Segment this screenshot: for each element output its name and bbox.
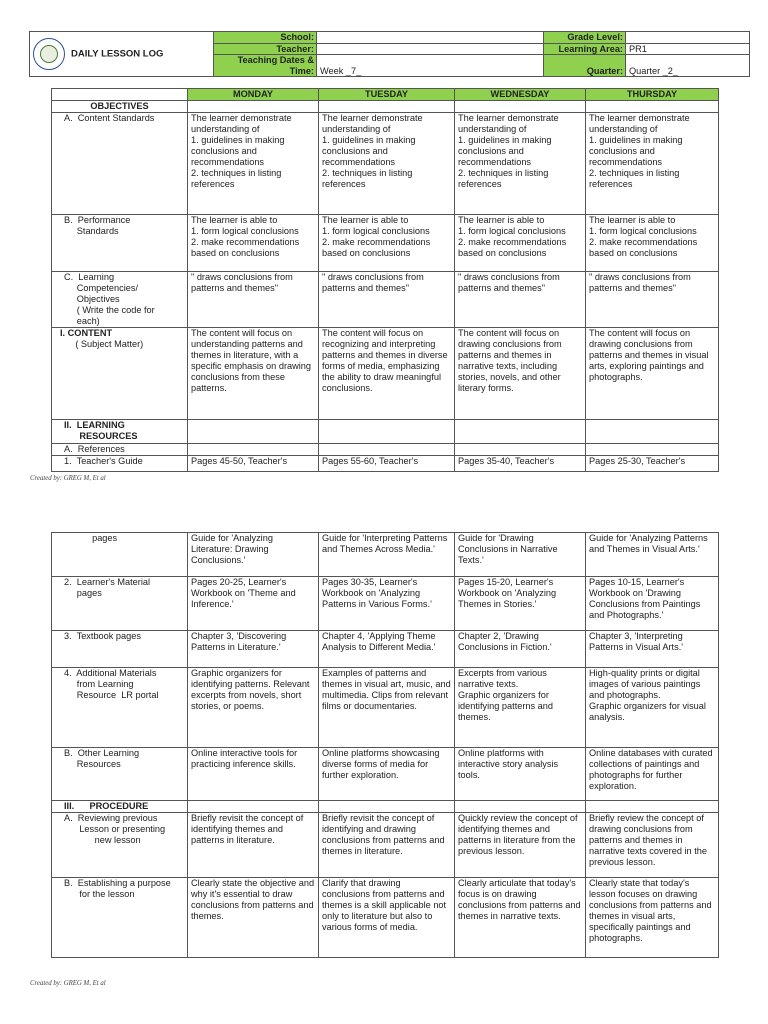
row-cell-thursday: Pages 10-15, Learner's Workbook on 'Drawing Conclusions from Paintings and Photographs.'	[586, 577, 719, 631]
row-label: A. Content Standards	[52, 113, 188, 215]
row-cell-tuesday: Chapter 4, 'Applying Theme Analysis to Different Media.'	[319, 631, 455, 668]
row-label: A. References	[52, 444, 188, 456]
empty-cell	[455, 101, 586, 113]
row-cell-tuesday: Clarify that drawing conclusions from patterns and themes is a skill applicable not only to literature but also to various forms of media.	[319, 878, 455, 958]
table-row	[52, 878, 719, 958]
table-row	[52, 668, 719, 748]
row-cell-tuesday: Examples of patterns and themes in visual art, music, and multimedia. Clips from relevant films or documentaries.	[319, 668, 455, 748]
quarter-label: Quarter:	[544, 55, 626, 77]
quarter-value: Quarter _2_	[626, 55, 750, 77]
row-cell-wednesday	[455, 444, 586, 456]
lesson-table-page1	[51, 88, 719, 472]
row-label: C. Learning Competencies/ Objectives ( Write the code for each)	[52, 272, 188, 328]
grade-level-value	[626, 32, 750, 44]
school-value	[317, 32, 544, 44]
row-cell-tuesday	[319, 801, 455, 813]
table-row	[52, 813, 719, 878]
row-cell-thursday: The learner is able to 1. form logical conclusions 2. make recommendations based on conclusions	[586, 215, 719, 272]
row-cell-tuesday: Pages 30-35, Learner's Workbook on 'Analyzing Patterns in Various Forms.'	[319, 577, 455, 631]
row-cell-monday: Guide for 'Analyzing Literature: Drawing Conclusions.'	[188, 533, 319, 577]
row-cell-thursday: High-quality prints or digital images of various paintings and photographs. Graphic organizers for visual analysis.	[586, 668, 719, 748]
school-label: School:	[214, 32, 317, 44]
row-cell-wednesday: Online platforms with interactive story analysis tools.	[455, 748, 586, 801]
row-cell-monday: Chapter 3, 'Discovering Patterns in Literature.'	[188, 631, 319, 668]
objectives-heading: OBJECTIVES	[52, 101, 188, 113]
row-cell-wednesday: Quickly review the concept of identifying themes and patterns in literature from the previous lesson.	[455, 813, 586, 878]
day-header-monday: MONDAY	[188, 89, 319, 101]
table-row	[52, 215, 719, 272]
lesson-table-page2	[51, 532, 719, 958]
row-cell-monday: Briefly revisit the concept of identifying themes and patterns in literature.	[188, 813, 319, 878]
day-header-wednesday: WEDNESDAY	[455, 89, 586, 101]
table-row	[52, 631, 719, 668]
day-header-thursday: THURSDAY	[586, 89, 719, 101]
day-header-tuesday: TUESDAY	[319, 89, 455, 101]
row-cell-thursday: Clearly state that today's lesson focuses on drawing conclusions from patterns and themes in visual arts, specifically paintings and photographs.	[586, 878, 719, 958]
row-label: 2. Learner's Material pages	[52, 577, 188, 631]
row-cell-wednesday: The learner is able to 1. form logical conclusions 2. make recommendations based on conclusions	[455, 215, 586, 272]
row-cell-thursday: The learner demonstrate understanding of 1. guidelines in making conclusions and recommendations 2. techniques in listing references	[586, 113, 719, 215]
row-cell-wednesday: The learner demonstrate understanding of 1. guidelines in making conclusions and recommendations 2. techniques in listing references	[455, 113, 586, 215]
row-cell-wednesday: Clearly articulate that today's focus is on drawing conclusions from patterns and themes in narrative texts.	[455, 878, 586, 958]
row-cell-thursday	[586, 444, 719, 456]
row-cell-monday	[188, 801, 319, 813]
grade-level-label: Grade Level:	[544, 32, 626, 44]
row-cell-tuesday: Online platforms showcasing diverse forms of media for further exploration.	[319, 748, 455, 801]
row-label: I. CONTENT ( Subject Matter)	[52, 328, 188, 420]
row-cell-thursday: Chapter 3, 'Interpreting Patterns in Visual Arts.'	[586, 631, 719, 668]
row-cell-monday: Online interactive tools for practicing inference skills.	[188, 748, 319, 801]
row-label: II. LEARNING RESOURCES	[52, 420, 188, 444]
row-cell-thursday: The content will focus on drawing conclusions from patterns and themes in visual arts, exploring paintings and photographs.	[586, 328, 719, 420]
row-cell-monday: The learner demonstrate understanding of 1. guidelines in making conclusions and recommendations 2. techniques in listing references	[188, 113, 319, 215]
teaching-dates-label-line1: Teaching Dates &	[237, 55, 314, 65]
row-cell-monday: " draws conclusions from patterns and themes"	[188, 272, 319, 328]
row-cell-thursday: Online databases with curated collections of paintings and photographs for further exploration.	[586, 748, 719, 801]
header-title-cell	[30, 32, 214, 77]
empty-cell	[188, 101, 319, 113]
row-cell-thursday: Briefly review the concept of drawing conclusions from patterns and themes in narrative texts covered in the previous lesson.	[586, 813, 719, 878]
table-row	[52, 801, 719, 813]
row-cell-thursday: Pages 25-30, Teacher's	[586, 456, 719, 472]
row-cell-thursday: " draws conclusions from patterns and themes"	[586, 272, 719, 328]
teacher-value	[317, 43, 544, 55]
row-label: 3. Textbook pages	[52, 631, 188, 668]
row-cell-tuesday: " draws conclusions from patterns and themes"	[319, 272, 455, 328]
teaching-dates-label-line2: Time:	[289, 65, 314, 76]
row-label: B. Performance Standards	[52, 215, 188, 272]
row-cell-monday: Graphic organizers for identifying patterns. Relevant excerpts from novels, short stories, or poems.	[188, 668, 319, 748]
corner-cell	[52, 89, 188, 101]
row-cell-monday: Clearly state the objective and why it's essential to draw conclusions from patterns and themes.	[188, 878, 319, 958]
footer-credit: Created by: GREG M, Et al	[30, 475, 106, 482]
row-cell-wednesday: Pages 35-40, Teacher's	[455, 456, 586, 472]
row-cell-monday	[188, 420, 319, 444]
table-row	[52, 272, 719, 328]
row-cell-monday	[188, 444, 319, 456]
table-row	[52, 420, 719, 444]
row-label: pages	[52, 533, 188, 577]
row-cell-wednesday: " draws conclusions from patterns and themes"	[455, 272, 586, 328]
table-row	[52, 533, 719, 577]
lesson-table-page2-body	[52, 533, 719, 958]
row-cell-tuesday: The learner is able to 1. form logical conclusions 2. make recommendations based on conclusions	[319, 215, 455, 272]
table-row	[52, 444, 719, 456]
header-table	[29, 31, 750, 77]
teaching-dates-label	[214, 55, 317, 77]
row-cell-tuesday	[319, 444, 455, 456]
row-cell-tuesday	[319, 420, 455, 444]
row-label: 4. Additional Materials from Learning Resource LR portal	[52, 668, 188, 748]
row-cell-tuesday: Briefly revisit the concept of identifying and drawing conclusions from patterns and themes in literature.	[319, 813, 455, 878]
row-cell-wednesday	[455, 420, 586, 444]
row-cell-wednesday	[455, 801, 586, 813]
deped-seal-icon	[33, 38, 65, 70]
row-cell-tuesday: The learner demonstrate understanding of 1. guidelines in making conclusions and recommendations 2. techniques in listing references	[319, 113, 455, 215]
row-label: B. Establishing a purpose for the lesson	[52, 878, 188, 958]
row-cell-tuesday: Guide for 'Interpreting Patterns and Themes Across Media.'	[319, 533, 455, 577]
table-row	[52, 328, 719, 420]
learning-area-value: PR1	[626, 43, 750, 55]
row-cell-thursday	[586, 420, 719, 444]
learning-area-label: Learning Area:	[544, 43, 626, 55]
row-cell-tuesday: The content will focus on recognizing and interpreting patterns and themes in diverse forms of media, emphasizing the ability to draw meaningful conclusions.	[319, 328, 455, 420]
footer-credit: Created by: GREG M, Et al	[30, 980, 106, 987]
empty-cell	[586, 101, 719, 113]
row-label: 1. Teacher's Guide	[52, 456, 188, 472]
table-row	[52, 748, 719, 801]
row-cell-wednesday: Pages 15-20, Learner's Workbook on 'Analyzing Themes in Stories.'	[455, 577, 586, 631]
row-cell-wednesday: Guide for 'Drawing Conclusions in Narrative Texts.'	[455, 533, 586, 577]
teacher-label: Teacher:	[214, 43, 317, 55]
row-cell-monday: Pages 45-50, Teacher's	[188, 456, 319, 472]
row-cell-thursday	[586, 801, 719, 813]
row-label: B. Other Learning Resources	[52, 748, 188, 801]
row-cell-thursday: Guide for 'Analyzing Patterns and Themes in Visual Arts.'	[586, 533, 719, 577]
row-cell-monday: Pages 20-25, Learner's Workbook on 'Theme and Inference.'	[188, 577, 319, 631]
row-label: A. Reviewing previous Lesson or presenting new lesson	[52, 813, 188, 878]
table-row	[52, 456, 719, 472]
content-heading: I. CONTENT	[60, 328, 113, 338]
row-cell-tuesday: Pages 55-60, Teacher's	[319, 456, 455, 472]
row-cell-wednesday: Chapter 2, 'Drawing Conclusions in Fiction.'	[455, 631, 586, 668]
row-cell-wednesday: Excerpts from various narrative texts. Graphic organizers for identifying patterns and themes.	[455, 668, 586, 748]
row-cell-monday: The content will focus on understanding patterns and themes in literature, with a specific emphasis on drawing conclusions from these patterns.	[188, 328, 319, 420]
table-row	[52, 113, 719, 215]
table-row	[52, 577, 719, 631]
row-cell-wednesday: The content will focus on drawing conclusions from patterns and themes in narrative texts, including stories, novels, and other literary forms.	[455, 328, 586, 420]
teaching-dates-value: Week _7_	[317, 55, 544, 77]
empty-cell	[319, 101, 455, 113]
lesson-table-page1-body	[52, 113, 719, 472]
row-label: III. PROCEDURE	[52, 801, 188, 813]
row-cell-monday: The learner is able to 1. form logical conclusions 2. make recommendations based on conclusions	[188, 215, 319, 272]
page-title: DAILY LESSON LOG	[71, 48, 164, 60]
